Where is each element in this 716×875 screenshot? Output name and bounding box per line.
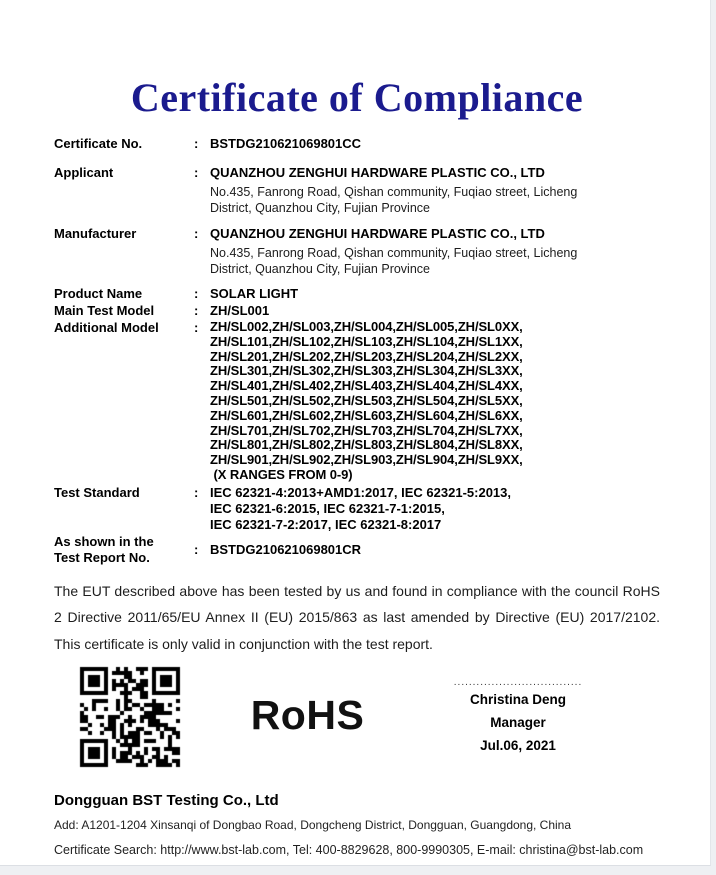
field-value-line: IEC 62321-6:2015, IEC 62321-7-1:2015, — [210, 500, 445, 516]
field-colon: : — [194, 303, 199, 318]
field-colon: : — [194, 286, 199, 301]
field-value-line: QUANZHOU ZENGHUI HARDWARE PLASTIC CO., LTD — [210, 226, 545, 241]
field-label-line: Manufacturer — [54, 226, 137, 241]
field-value — [210, 136, 660, 152]
field-colon: : — [194, 165, 199, 180]
field-row — [54, 320, 660, 483]
field-label-line: Test Report No. — [54, 549, 150, 565]
field-row — [54, 165, 660, 216]
field-value-line: ZH/SL001 — [210, 303, 270, 318]
field-value-line: ZH/SL002,ZH/SL003,ZH/SL004,ZH/SL005,ZH/SL0XX, — [210, 319, 523, 334]
field-label — [54, 320, 194, 336]
field-value-line: BSTDG210621069801CC — [210, 136, 362, 151]
field-label — [54, 286, 194, 302]
field-colon: : — [194, 136, 199, 151]
field-label-line: Additional Model — [54, 320, 159, 335]
field-label-line: Main Test Model — [54, 303, 155, 318]
field-label-line: Product Name — [54, 286, 143, 301]
qr-code-box — [78, 665, 182, 774]
signatory-name: Christina Deng — [469, 692, 566, 708]
field-value-line: ZH/SL701,ZH/SL702,ZH/SL703,ZH/SL704,ZH/SL7XX, — [210, 422, 523, 438]
field-value — [210, 165, 660, 216]
field-label-line: Applicant — [54, 165, 114, 180]
field-label — [54, 534, 194, 566]
compliance-statement: The EUT described above has been tested by us and found in compliance with the council RoHS 2 Directive 2011/65/EU Annex II (EU) 2015/863 as last amended by Directive (EU) 2017/2102. This certificate is only valid in conjunction with the test report. — [54, 582, 660, 652]
field-row — [54, 286, 660, 302]
field-value — [210, 303, 660, 319]
field-value — [210, 286, 660, 302]
field-value-line: ZH/SL601,ZH/SL602,ZH/SL603,ZH/SL604,ZH/SL6XX, — [210, 407, 523, 423]
field-row — [54, 485, 660, 533]
footer-address: Add: A1201-1204 Xinsanqi of Dongbao Road, Dongcheng District, Dongguan, Guangdong, China — [54, 818, 572, 833]
footer-search-line: Certificate Search: http://www.bst-lab.com, Tel: 400-8829628, 800-9990305, E-mail: christina@bst-lab.com — [54, 843, 644, 858]
field-value-line: ZH/SL501,ZH/SL502,ZH/SL503,ZH/SL504,ZH/SL5XX, — [210, 392, 523, 408]
field-colon: : — [194, 320, 199, 335]
field-value-line: (X RANGES FROM 0-9) — [210, 466, 353, 482]
field-row — [54, 534, 660, 566]
rohs-mark-wrap — [182, 665, 433, 739]
field-value-line: ZH/SL101,ZH/SL102,ZH/SL103,ZH/SL104,ZH/SL1XX, — [210, 333, 523, 349]
field-value — [210, 485, 660, 533]
field-value-line: ZH/SL801,ZH/SL802,ZH/SL803,ZH/SL804,ZH/SL8XX, — [210, 437, 523, 453]
field-value — [210, 320, 660, 483]
field-value-line: ZH/SL901,ZH/SL902,ZH/SL903,ZH/SL904,ZH/SL9XX, — [210, 452, 523, 468]
footer — [54, 788, 660, 863]
field-label-line: As shown in the — [54, 533, 154, 549]
field-value-line: No.435, Fanrong Road, Qishan community, Fuqiao street, Licheng — [210, 185, 578, 199]
signature-block — [433, 665, 603, 757]
marks-band — [54, 665, 660, 777]
signature-dotted-line: .................................. — [453, 678, 583, 689]
field-value-line: QUANZHOU ZENGHUI HARDWARE PLASTIC CO., LTD — [210, 165, 545, 180]
field-value-line: District, Quanzhou City, Fujian Province — [210, 262, 430, 276]
field-value — [210, 226, 660, 277]
field-label — [54, 136, 194, 152]
field-value-line: BSTDG210621069801CR — [210, 541, 362, 557]
field-value-line: No.435, Fanrong Road, Qishan community, Fuqiao street, Licheng — [210, 246, 578, 260]
field-label — [54, 485, 194, 501]
field-value-line: IEC 62321-7-2:2017, IEC 62321-8:2017 — [210, 516, 442, 532]
field-row — [54, 136, 660, 152]
field-label-line: Test Standard — [54, 484, 140, 500]
signatory-role: Manager — [490, 715, 546, 731]
field-row — [54, 226, 660, 277]
field-colon: : — [194, 226, 199, 241]
field-value-line: ZH/SL401,ZH/SL402,ZH/SL403,ZH/SL404,ZH/SL4XX, — [210, 378, 523, 394]
field-label — [54, 165, 194, 181]
footer-company-name: Dongguan BST Testing Co., Ltd — [54, 792, 279, 810]
field-label-line: Certificate No. — [54, 136, 143, 151]
field-value — [210, 542, 660, 558]
qr-code-icon — [78, 665, 182, 769]
field-colon: : — [194, 484, 199, 500]
field-value-line: ZH/SL201,ZH/SL202,ZH/SL203,ZH/SL204,ZH/SL2XX, — [210, 348, 523, 364]
signature-date: Jul.06, 2021 — [480, 738, 556, 754]
field-label — [54, 226, 194, 242]
page-title: Certificate of Compliance — [130, 75, 584, 120]
field-value-line: SOLAR LIGHT — [210, 286, 299, 301]
field-value-line: District, Quanzhou City, Fujian Province — [210, 201, 430, 215]
field-colon: : — [194, 541, 199, 557]
field-value-line: IEC 62321-4:2013+AMD1:2017, IEC 62321-5:2013, — [210, 484, 511, 500]
rohs-mark: RoHS — [250, 692, 365, 739]
field-value-line: ZH/SL301,ZH/SL302,ZH/SL303,ZH/SL304,ZH/SL3XX, — [210, 363, 523, 379]
field-label — [54, 303, 194, 319]
certificate-fields — [54, 136, 660, 566]
field-row — [54, 303, 660, 319]
